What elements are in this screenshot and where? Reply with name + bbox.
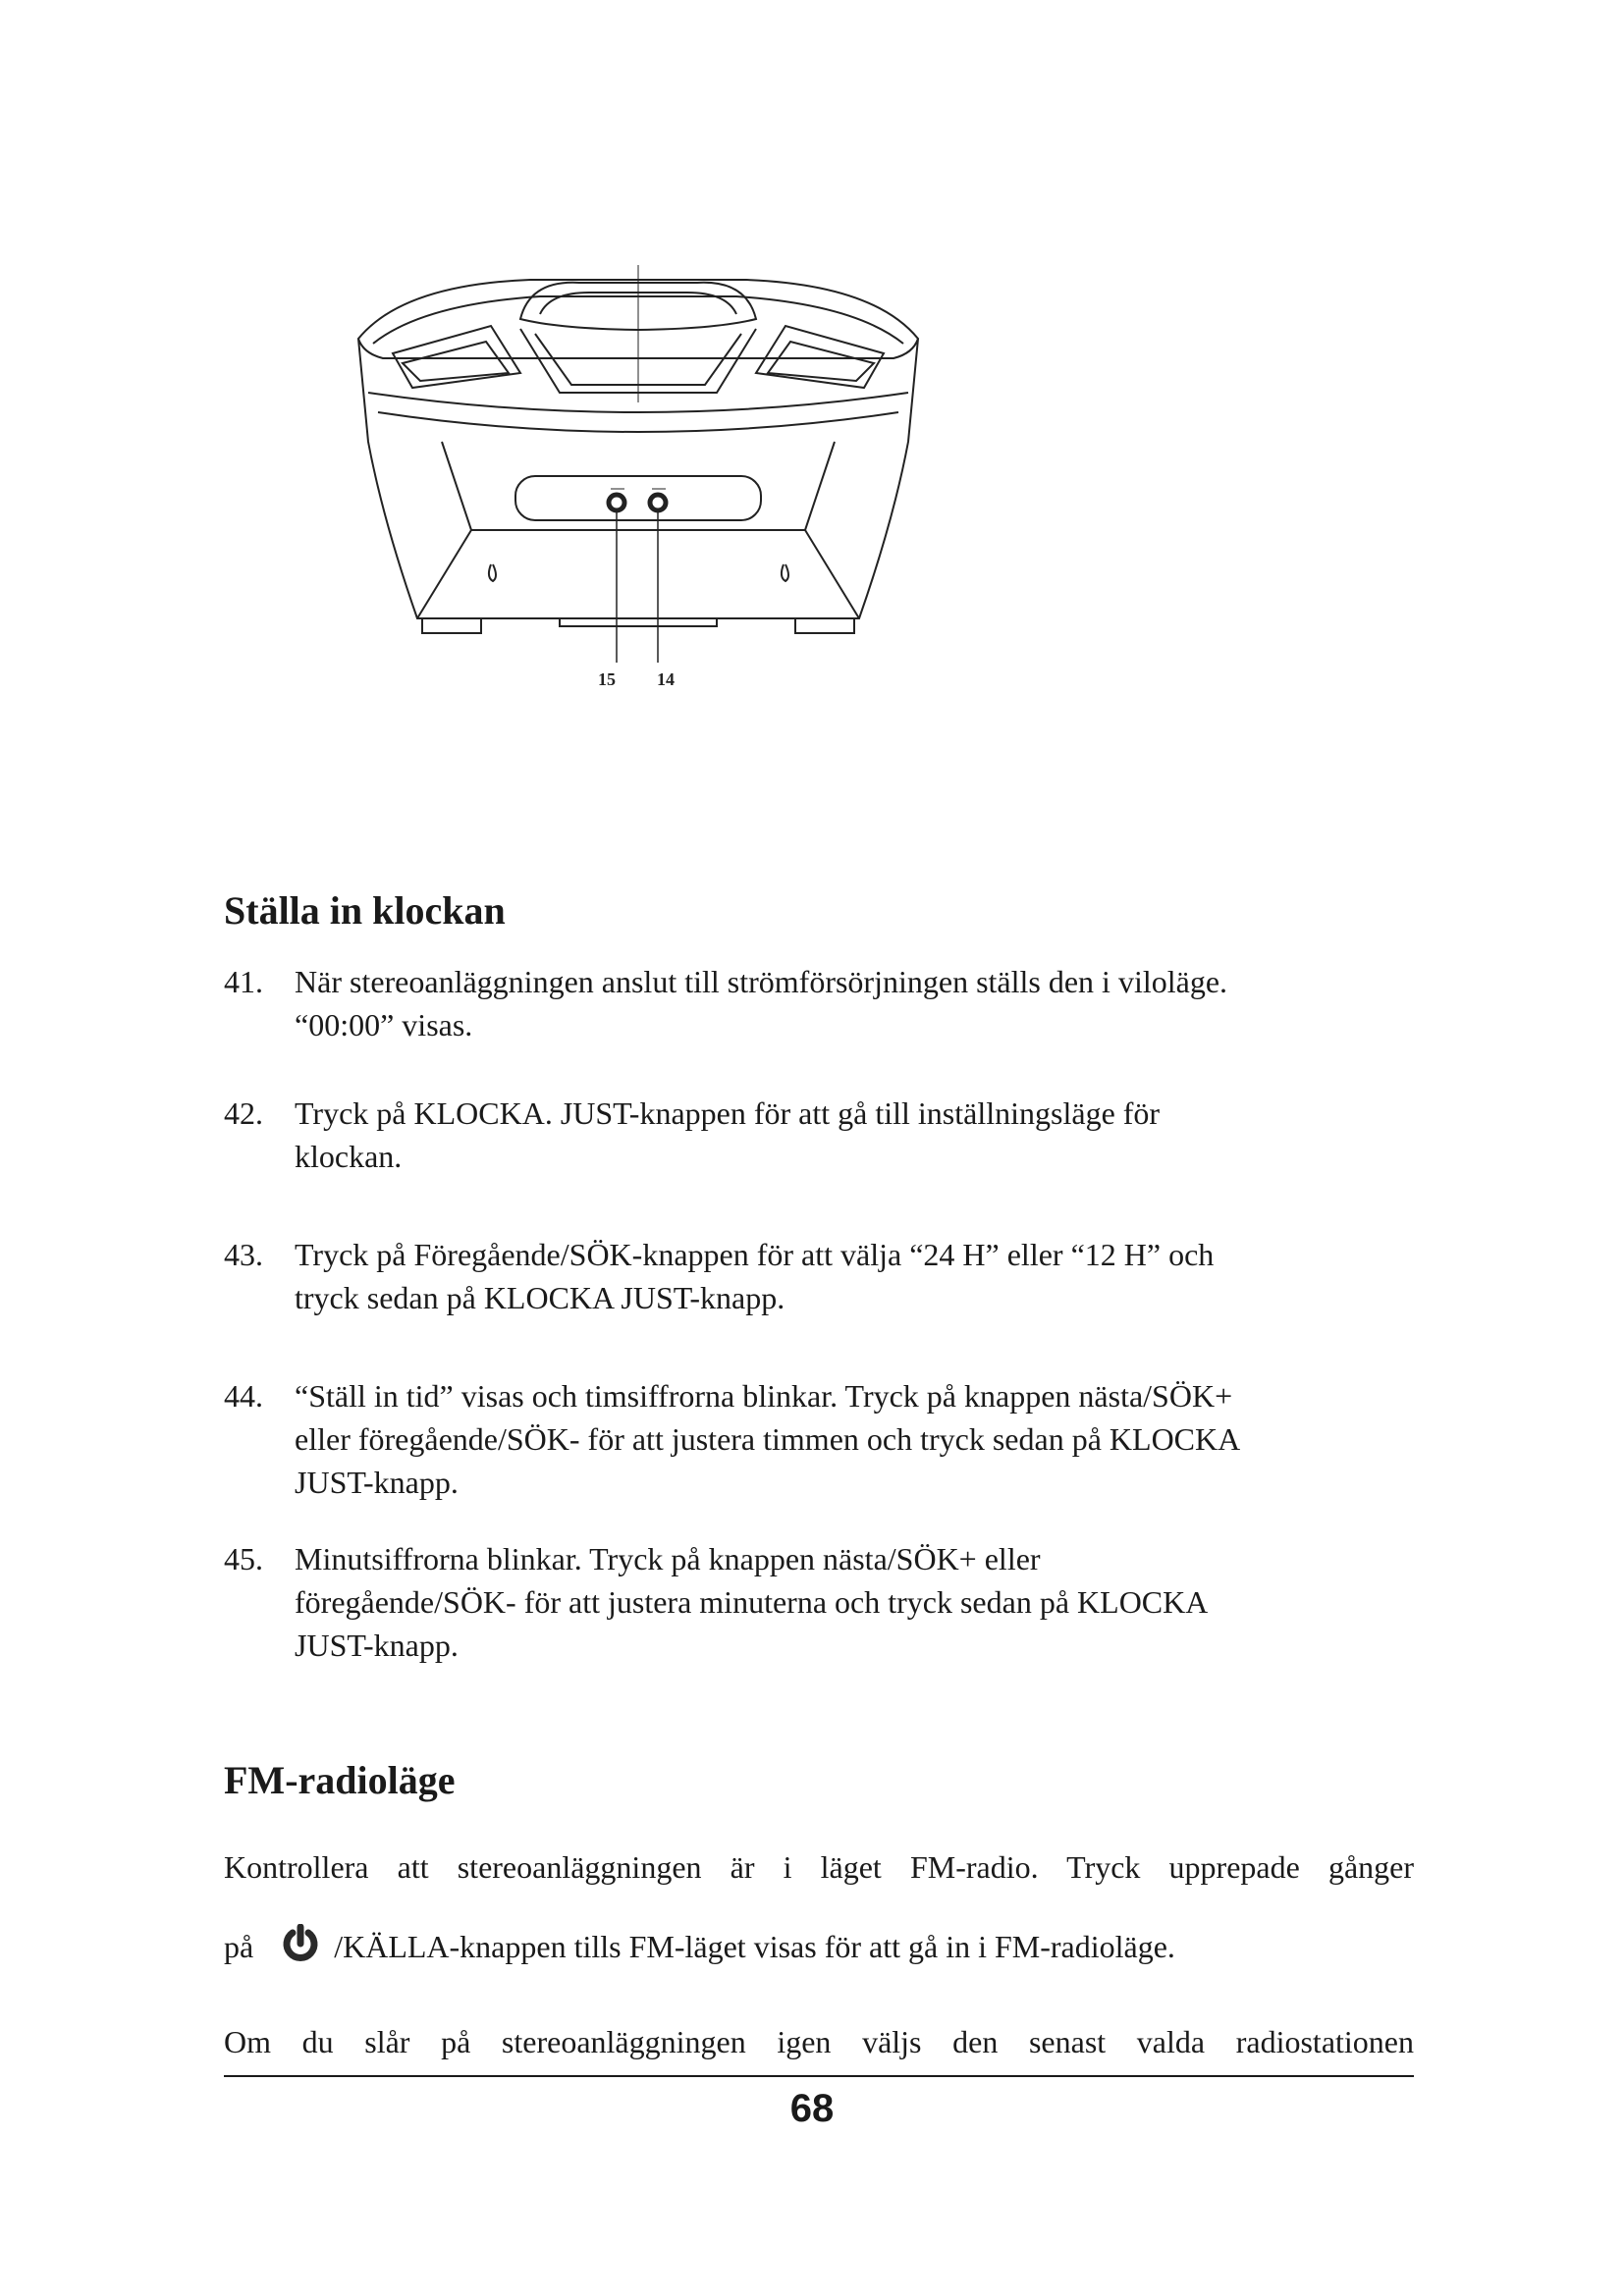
item-number: 41. xyxy=(224,964,263,999)
list-item xyxy=(224,1092,1441,1178)
section-heading-fm: FM-radioläge xyxy=(224,1758,456,1802)
stereo-body-outline xyxy=(358,265,918,663)
list-item xyxy=(224,1537,1441,1667)
fm-paragraph-1: Kontrollera att stereoanläggningen är i läget FM-radio. Tryck upprepade gånger xyxy=(224,1849,1414,1885)
item-text-line: Tryck på Föregående/SÖK-knappen för att välja “24 H” eller “12 H” och xyxy=(295,1237,1215,1272)
item-text-line: När stereoanläggningen anslut till strömförsörjningen ställs den i viloläge. xyxy=(295,964,1228,999)
item-number: 45. xyxy=(224,1541,263,1576)
item-number: 42. xyxy=(224,1095,263,1131)
item-text-line: klockan. xyxy=(295,1139,403,1174)
item-text-line: föregående/SÖK- för att justera minuterna och tryck sedan på KLOCKA xyxy=(295,1584,1209,1620)
fm-paragraph-2-end: /KÄLLA-knappen tills FM-läget visas för att gå in i FM-radioläge. xyxy=(334,1929,1175,1964)
item-text-line: JUST-knapp. xyxy=(295,1628,459,1663)
figure-label: 14 xyxy=(657,669,675,687)
item-text-line: “Ställ in tid” visas och timsiffrorna blinkar. Tryck på knappen nästa/SÖK+ xyxy=(295,1378,1233,1414)
fm-paragraph-2-start: på xyxy=(224,1929,254,1964)
item-text-line: Minutsiffrorna blinkar. Tryck på knappen nästa/SÖK+ eller xyxy=(295,1541,1041,1576)
footer-divider xyxy=(224,2075,1414,2077)
stereo-rear-illustration xyxy=(344,265,933,687)
item-text-line: tryck sedan på KLOCKA JUST-knapp. xyxy=(295,1280,785,1315)
list-item xyxy=(224,960,1441,1046)
list-item xyxy=(224,1233,1441,1319)
item-text-line: eller föregående/SÖK- för att justera timmen och tryck sedan på KLOCKA xyxy=(295,1421,1241,1457)
item-text-line: “00:00” visas. xyxy=(295,1007,473,1042)
power-icon xyxy=(281,1924,320,1963)
fm-paragraph-3: Om du slår på stereoanläggningen igen väljs den senast valda radiostationen xyxy=(224,2024,1414,2059)
section-heading-clock: Ställa in klockan xyxy=(224,888,506,933)
page-number: 68 xyxy=(789,2087,835,2130)
figure-label: 15 xyxy=(598,669,616,687)
item-text-line: Tryck på KLOCKA. JUST-knappen för att gå till inställningsläge för xyxy=(295,1095,1161,1131)
item-text-line: JUST-knapp. xyxy=(295,1465,459,1500)
item-number: 44. xyxy=(224,1378,263,1414)
item-number: 43. xyxy=(224,1237,263,1272)
fm-paragraph-2 xyxy=(224,1924,1414,1968)
list-item xyxy=(224,1374,1441,1504)
